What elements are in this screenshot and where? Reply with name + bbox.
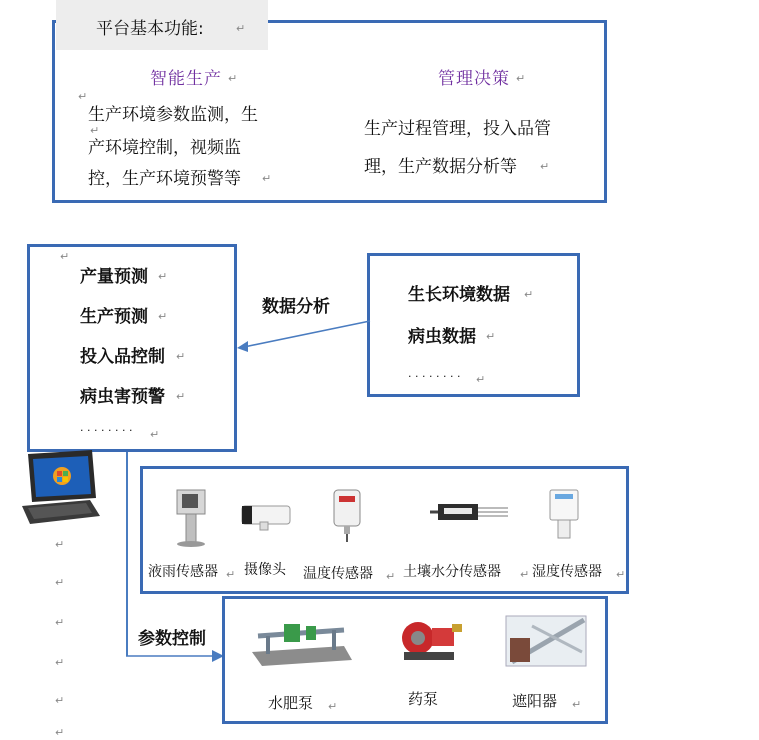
mark: ↵ (55, 694, 65, 707)
mark: ↵ (516, 72, 526, 85)
rain-sensor-icon (172, 486, 212, 548)
pesticide-pump-icon (396, 612, 466, 664)
smart-production-line-2: 产环境控制，视频监 (88, 138, 241, 158)
management-decision-heading: 管理决策 (438, 69, 510, 89)
mark: ↵ (55, 576, 65, 589)
mark: ↵ (616, 568, 626, 581)
mark: ↵ (328, 700, 338, 713)
mark: ↵ (524, 288, 534, 301)
pesticide-pump-label: 药泵 (408, 690, 439, 708)
mark: ↵ (55, 656, 65, 669)
mark: ↵ (386, 570, 396, 583)
mark: ↵ (55, 616, 65, 629)
mark: ↵ (572, 698, 582, 711)
prediction-ellipsis: · · · · · · · · (80, 424, 133, 437)
smart-production-heading: 智能生产 (150, 69, 222, 89)
mark: ↵ (228, 72, 238, 85)
mark: ↵ (540, 160, 550, 173)
soil-moisture-sensor-label: 土壤水分传感器 (403, 564, 501, 580)
mark: ↵ (486, 330, 496, 343)
laptop-icon (20, 450, 102, 530)
water-fertilizer-pump-label: 水肥泵 (268, 694, 314, 712)
mark: ↵ (176, 390, 186, 403)
yield-prediction: 产量预测 (80, 267, 148, 287)
mark: ↵ (55, 538, 65, 551)
growth-environment-data: 生长环境数据 (408, 285, 510, 305)
mark: ↵ (226, 568, 236, 581)
sun-shade-label: 遮阳器 (512, 692, 558, 710)
temperature-sensor-icon (332, 484, 362, 544)
mark: ↵ (78, 90, 88, 103)
humidity-sensor-label: 湿度传感器 (532, 564, 602, 580)
temperature-sensor-label: 温度传感器 (303, 566, 373, 582)
data-analysis-label: 数据分析 (262, 297, 330, 317)
mark: ↵ (520, 568, 530, 581)
mark: ↵ (158, 270, 168, 283)
data-ellipsis: · · · · · · · · (408, 370, 461, 383)
camera-icon (240, 498, 296, 532)
pest-warning: 病虫害预警 (80, 387, 165, 407)
mark: ↵ (90, 124, 100, 137)
camera-label: 摄像头 (244, 562, 286, 578)
mark: ↵ (236, 22, 246, 35)
smart-production-line-1: 生产环境参数监测，生 (88, 105, 258, 125)
mark: ↵ (150, 428, 160, 441)
parameter-control-label: 参数控制 (138, 629, 206, 649)
sun-shade-icon (502, 612, 592, 672)
connector-line (126, 452, 128, 656)
smart-production-line-3: 控，生产环境预警等 (88, 169, 241, 189)
pest-data: 病虫数据 (408, 327, 476, 347)
water-fertilizer-pump-icon (248, 612, 356, 670)
platform-tab-title: 平台基本功能: (96, 19, 204, 39)
humidity-sensor-icon (548, 488, 580, 544)
input-control: 投入品控制 (80, 347, 165, 367)
mark: ↵ (176, 350, 186, 363)
management-line-2: 理，生产数据分析等 (364, 157, 517, 177)
parameter-control-arrow (126, 648, 226, 664)
rain-sensor-label: 液雨传感器 (148, 564, 218, 580)
mark: ↵ (476, 373, 486, 386)
data-analysis-arrow (230, 315, 375, 355)
mark: ↵ (158, 310, 168, 323)
management-line-1: 生产过程管理，投入品管 (364, 119, 551, 139)
mark: ↵ (55, 726, 65, 739)
mark: ↵ (262, 172, 272, 185)
mark: ↵ (60, 250, 70, 263)
soil-moisture-sensor-icon (430, 500, 510, 530)
production-prediction: 生产预测 (80, 307, 148, 327)
